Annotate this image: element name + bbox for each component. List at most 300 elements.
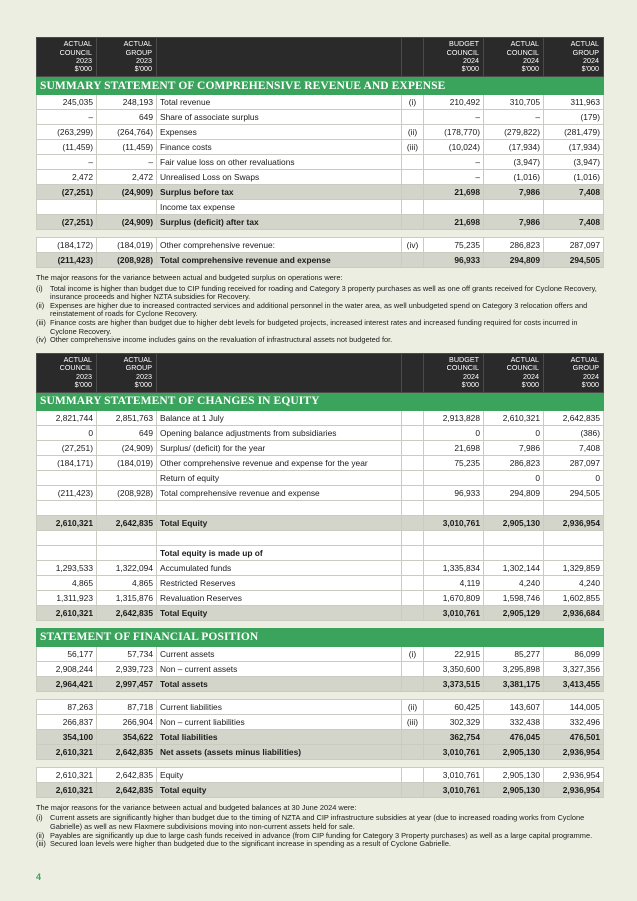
actual-group-2024-cell: (3,947) (544, 155, 604, 170)
table-row (37, 425, 604, 440)
actual-group-2024-cell (544, 500, 604, 515)
budget-council-2024-cell (424, 500, 484, 515)
note-ref (402, 661, 424, 676)
actual-council-2023-cell: 2,610,321 (37, 744, 97, 759)
table-row (37, 661, 604, 676)
actual-group-2024-cell: 2,936,954 (544, 767, 604, 782)
table-row (37, 253, 604, 268)
actual-group-2024-cell: 4,240 (544, 575, 604, 590)
note-ref (402, 485, 424, 500)
note-ref (402, 530, 424, 545)
actual-group-2024-cell: (281,479) (544, 125, 604, 140)
actual-group-2023-cell: 87,718 (97, 699, 157, 714)
row-label: Total Equity (157, 605, 402, 620)
budget-council-2024-cell: 21,698 (424, 215, 484, 230)
actual-group-2023-cell: (208,928) (97, 253, 157, 268)
actual-council-2024-cell: 3,381,175 (484, 676, 544, 691)
actual-group-2023-cell: 649 (97, 425, 157, 440)
actual-council-2023-cell: 0 (37, 425, 97, 440)
table-row (37, 95, 604, 110)
actual-group-2023-cell: 2,997,457 (97, 676, 157, 691)
note-ref: (iv) (402, 238, 424, 253)
actual-council-2024-cell: 85,277 (484, 646, 544, 661)
spacer (37, 691, 604, 699)
actual-council-2024-cell: 2,905,130 (484, 767, 544, 782)
note-text: Payables are significantly up due to large cash funds received in advance (from CIP funding for Category 3 Property purchases) as well as a large capital programme. (50, 830, 593, 840)
changes-in-equity-table (36, 353, 604, 621)
actual-group-2024-cell: 287,097 (544, 238, 604, 253)
actual-group-2024-cell: 2,936,684 (544, 605, 604, 620)
column-header-blank (157, 38, 402, 77)
column-header (424, 353, 484, 392)
actual-group-2023-cell: 2,642,835 (97, 605, 157, 620)
actual-group-2024-cell: (386) (544, 425, 604, 440)
table-row (37, 515, 604, 530)
actual-council-2024-cell: 294,809 (484, 253, 544, 268)
actual-group-2023-cell: (11,459) (97, 140, 157, 155)
row-label: Total equity is made up of (157, 545, 402, 560)
table-row (37, 485, 604, 500)
note-item (36, 285, 603, 302)
row-label: Total comprehensive revenue and expense (157, 253, 402, 268)
actual-group-2024-cell: 332,496 (544, 714, 604, 729)
note-ref (402, 744, 424, 759)
actual-council-2024-cell: (279,822) (484, 125, 544, 140)
table-row (37, 767, 604, 782)
note-ref (402, 545, 424, 560)
note-ref: (i) (402, 95, 424, 110)
table-row (37, 155, 604, 170)
note-ref (402, 253, 424, 268)
actual-group-2024-cell: (1,016) (544, 170, 604, 185)
actual-group-2024-cell: 1,329,859 (544, 560, 604, 575)
actual-council-2024-cell: 1,598,746 (484, 590, 544, 605)
actual-council-2023-cell: 2,610,321 (37, 515, 97, 530)
actual-group-2023-cell: (24,909) (97, 440, 157, 455)
budget-council-2024-cell: 1,335,834 (424, 560, 484, 575)
actual-council-2023-cell: 1,311,923 (37, 590, 97, 605)
budget-council-2024-cell (424, 200, 484, 215)
actual-group-2023-cell: 4,865 (97, 575, 157, 590)
spacer-row (37, 691, 604, 699)
note-ref (402, 515, 424, 530)
balance-variance-notes (36, 804, 603, 849)
row-label: Equity (157, 767, 402, 782)
actual-group-2024-cell (544, 200, 604, 215)
table-row (37, 646, 604, 661)
actual-council-2023-cell: – (37, 110, 97, 125)
actual-group-2023-cell: 248,193 (97, 95, 157, 110)
note-ref (402, 729, 424, 744)
actual-group-2023-cell (97, 470, 157, 485)
actual-council-2024-cell: 7,986 (484, 185, 544, 200)
budget-council-2024-cell: – (424, 155, 484, 170)
budget-council-2024-cell: (10,024) (424, 140, 484, 155)
column-header (424, 38, 484, 77)
table-row (37, 470, 604, 485)
actual-council-2024-cell: 476,045 (484, 729, 544, 744)
actual-council-2024-cell: 310,705 (484, 95, 544, 110)
actual-group-2024-cell: 294,505 (544, 485, 604, 500)
actual-group-2023-cell: 2,642,835 (97, 515, 157, 530)
row-label (157, 500, 402, 515)
actual-council-2023-cell: (263,299) (37, 125, 97, 140)
note-ref (402, 440, 424, 455)
budget-council-2024-cell: 4,119 (424, 575, 484, 590)
note-item (36, 302, 603, 319)
actual-group-2023-cell: 266,904 (97, 714, 157, 729)
column-header-label: ACTUAL GROUP 2024 $'000 (570, 354, 599, 390)
note-ref (402, 455, 424, 470)
row-label: Unrealised Loss on Swaps (157, 170, 402, 185)
note-ref (402, 575, 424, 590)
table-row (37, 410, 604, 425)
table-row (37, 545, 604, 560)
note-ref (402, 782, 424, 797)
note-text: Current assets are significantly higher than budget due to the timing of NZTA and CIP infrastructure subsidies at year (due to increased roading works from Cyclone Gabrielle) as well as new Flaxmere subdivisions moving into non-current assets held for sale. (50, 813, 585, 831)
budget-council-2024-cell: 22,915 (424, 646, 484, 661)
row-label: Net assets (assets minus liabilities) (157, 744, 402, 759)
budget-council-2024-cell: 3,010,761 (424, 767, 484, 782)
actual-group-2024-cell: 144,005 (544, 699, 604, 714)
actual-council-2023-cell: (11,459) (37, 140, 97, 155)
budget-council-2024-cell: 3,373,515 (424, 676, 484, 691)
table-row (37, 200, 604, 215)
note-ref (402, 676, 424, 691)
actual-group-2023-cell: (184,019) (97, 455, 157, 470)
budget-council-2024-cell (424, 530, 484, 545)
actual-council-2024-cell: 143,607 (484, 699, 544, 714)
actual-council-2024-cell: 7,986 (484, 215, 544, 230)
budget-council-2024-cell: 21,698 (424, 440, 484, 455)
note-key: (ii) (36, 300, 45, 310)
budget-council-2024-cell: 60,425 (424, 699, 484, 714)
actual-council-2023-cell: (27,251) (37, 440, 97, 455)
notes-intro: The major reasons for the variance between actual and budgeted surplus on operations were: (36, 273, 343, 282)
row-label: Total comprehensive revenue and expense (157, 485, 402, 500)
table-row (37, 560, 604, 575)
revenue-variance-notes (36, 274, 603, 345)
budget-council-2024-cell: – (424, 110, 484, 125)
actual-group-2024-cell: 2,642,835 (544, 410, 604, 425)
budget-council-2024-cell: 1,670,809 (424, 590, 484, 605)
actual-council-2023-cell: 2,821,744 (37, 410, 97, 425)
actual-group-2023-cell: (184,019) (97, 238, 157, 253)
actual-group-2024-cell: 294,505 (544, 253, 604, 268)
actual-group-2023-cell (97, 530, 157, 545)
budget-council-2024-cell: 96,933 (424, 485, 484, 500)
actual-group-2023-cell (97, 200, 157, 215)
actual-council-2024-cell (484, 530, 544, 545)
budget-council-2024-cell: 3,350,600 (424, 661, 484, 676)
actual-group-2024-cell: 7,408 (544, 440, 604, 455)
row-label: Non – current liabilities (157, 714, 402, 729)
budget-council-2024-cell: 3,010,761 (424, 744, 484, 759)
table-row (37, 605, 604, 620)
section-title-row (37, 392, 604, 410)
actual-group-2024-cell: 2,936,954 (544, 744, 604, 759)
note-key: (iv) (36, 335, 47, 345)
table-row (37, 455, 604, 470)
row-label: Share of associate surplus (157, 110, 402, 125)
actual-group-2024-cell: 86,099 (544, 646, 604, 661)
actual-council-2023-cell: 56,177 (37, 646, 97, 661)
row-label (157, 530, 402, 545)
column-header-label: ACTUAL GROUP 2023 $'000 (123, 354, 152, 390)
actual-council-2024-cell: 1,302,144 (484, 560, 544, 575)
note-ref: (iii) (402, 714, 424, 729)
table-row (37, 440, 604, 455)
note-ref (402, 410, 424, 425)
actual-group-2024-cell: 311,963 (544, 95, 604, 110)
budget-council-2024-cell (424, 470, 484, 485)
note-ref (402, 500, 424, 515)
actual-group-2024-cell: 287,097 (544, 455, 604, 470)
spacer-row (37, 230, 604, 238)
actual-council-2023-cell: 354,100 (37, 729, 97, 744)
note-ref (402, 215, 424, 230)
section-title: STATEMENT OF FINANCIAL POSITION (37, 628, 604, 646)
actual-group-2023-cell: 2,642,835 (97, 767, 157, 782)
notes-intro: The major reasons for the variance between actual and budgeted balances at 30 June 2024 were: (36, 802, 357, 812)
section-title-row (37, 77, 604, 95)
table-row (37, 215, 604, 230)
column-header (484, 38, 544, 77)
note-ref (402, 200, 424, 215)
column-header (484, 353, 544, 392)
actual-council-2023-cell (37, 500, 97, 515)
actual-council-2023-cell: 2,908,244 (37, 661, 97, 676)
table-row (37, 699, 604, 714)
note-ref (402, 590, 424, 605)
actual-council-2023-cell: 4,865 (37, 575, 97, 590)
row-label: Opening balance adjustments from subsidiaries (157, 425, 402, 440)
table-row (37, 744, 604, 759)
note-item (36, 336, 603, 345)
row-label: Return of equity (157, 470, 402, 485)
row-label: Current liabilities (157, 699, 402, 714)
row-label: Revaluation Reserves (157, 590, 402, 605)
column-header-blank (402, 38, 424, 77)
row-label: Total liabilities (157, 729, 402, 744)
table-row (37, 185, 604, 200)
note-ref: (i) (402, 646, 424, 661)
table-row (37, 110, 604, 125)
actual-council-2024-cell: (1,016) (484, 170, 544, 185)
note-key: (i) (36, 283, 43, 293)
column-header (97, 38, 157, 77)
actual-group-2023-cell: (24,909) (97, 185, 157, 200)
column-header-label: ACTUAL GROUP 2024 $'000 (570, 39, 599, 74)
row-label: Accumulated funds (157, 560, 402, 575)
table-row (37, 590, 604, 605)
budget-council-2024-cell: 75,235 (424, 238, 484, 253)
note-ref (402, 425, 424, 440)
column-header-row (37, 353, 604, 392)
actual-council-2023-cell: 2,610,321 (37, 605, 97, 620)
row-label: Total assets (157, 676, 402, 691)
row-label: Total equity (157, 782, 402, 797)
table-row (37, 676, 604, 691)
column-header-label: ACTUAL COUNCIL 2023 $'000 (59, 354, 92, 390)
actual-group-2023-cell (97, 545, 157, 560)
actual-council-2023-cell: 2,610,321 (37, 767, 97, 782)
actual-group-2024-cell (544, 545, 604, 560)
actual-council-2024-cell: 2,905,129 (484, 605, 544, 620)
actual-group-2024-cell: 2,936,954 (544, 782, 604, 797)
note-ref: (ii) (402, 125, 424, 140)
note-ref (402, 560, 424, 575)
table-row (37, 729, 604, 744)
actual-council-2024-cell: 294,809 (484, 485, 544, 500)
budget-council-2024-cell: 21,698 (424, 185, 484, 200)
budget-council-2024-cell: 0 (424, 425, 484, 440)
table-row (37, 140, 604, 155)
table-row (37, 782, 604, 797)
row-label: Expenses (157, 125, 402, 140)
row-label: Total Equity (157, 515, 402, 530)
actual-council-2024-cell: 0 (484, 470, 544, 485)
table-row (37, 714, 604, 729)
actual-council-2024-cell: 2,905,130 (484, 515, 544, 530)
table-row (37, 530, 604, 545)
row-label: Surplus before tax (157, 185, 402, 200)
note-item (36, 814, 603, 831)
column-header (97, 353, 157, 392)
table-row (37, 500, 604, 515)
note-ref (402, 767, 424, 782)
column-header (37, 38, 97, 77)
row-label: Balance at 1 July (157, 410, 402, 425)
actual-group-2023-cell: 2,472 (97, 170, 157, 185)
column-header (544, 353, 604, 392)
budget-council-2024-cell: 3,010,761 (424, 605, 484, 620)
spacer (37, 230, 604, 238)
budget-council-2024-cell: (178,770) (424, 125, 484, 140)
column-header-blank (157, 353, 402, 392)
actual-council-2024-cell: (17,934) (484, 140, 544, 155)
actual-group-2024-cell (544, 530, 604, 545)
actual-council-2024-cell: – (484, 110, 544, 125)
actual-council-2023-cell: 87,263 (37, 699, 97, 714)
column-header-label: ACTUAL COUNCIL 2024 $'000 (506, 39, 539, 74)
row-label: Surplus (deficit) after tax (157, 215, 402, 230)
actual-group-2023-cell: 649 (97, 110, 157, 125)
actual-council-2024-cell: 2,610,321 (484, 410, 544, 425)
column-header-label: BUDGET COUNCIL 2024 $'000 (446, 39, 479, 74)
actual-council-2024-cell: 3,295,898 (484, 661, 544, 676)
budget-council-2024-cell: 3,010,761 (424, 515, 484, 530)
column-header-label: ACTUAL GROUP 2023 $'000 (123, 39, 152, 74)
table-row (37, 170, 604, 185)
actual-group-2023-cell: 354,622 (97, 729, 157, 744)
actual-council-2024-cell: 286,823 (484, 238, 544, 253)
actual-council-2023-cell: 266,837 (37, 714, 97, 729)
note-ref (402, 170, 424, 185)
actual-group-2023-cell: 57,734 (97, 646, 157, 661)
actual-group-2023-cell: (264,764) (97, 125, 157, 140)
section-title-row (37, 628, 604, 646)
actual-group-2024-cell: 1,602,855 (544, 590, 604, 605)
spacer-row (37, 759, 604, 767)
table-row (37, 575, 604, 590)
row-label: Other comprehensive revenue and expense for the year (157, 455, 402, 470)
actual-group-2024-cell: 7,408 (544, 215, 604, 230)
note-text: Expenses are higher due to increased contracted services and additional personnel in the water area, as well unbudgeted spend on Category 3 relocation offers and reinstatement of roads for Cyclone Recovery. (50, 300, 588, 319)
actual-council-2023-cell (37, 200, 97, 215)
note-ref (402, 110, 424, 125)
actual-council-2023-cell: (27,251) (37, 185, 97, 200)
comprehensive-revenue-table (36, 37, 604, 268)
table-row (37, 238, 604, 253)
actual-group-2023-cell: 1,315,876 (97, 590, 157, 605)
page-number: 4 (36, 872, 42, 882)
row-label: Income tax expense (157, 200, 402, 215)
actual-council-2023-cell (37, 545, 97, 560)
actual-council-2024-cell: 2,905,130 (484, 744, 544, 759)
note-text: Total income is higher than budget due to CIP funding received for roading and Category 3 property purchases as well as one off grants received for Cyclone Recovery, insurance proceeds and higher NZTA subsidies for Recovery. (50, 283, 597, 302)
row-label: Current assets (157, 646, 402, 661)
note-text: Other comprehensive income includes gains on the revaluation of infrastructural assets not budgeted for. (50, 335, 393, 345)
actual-council-2024-cell: 332,438 (484, 714, 544, 729)
note-key: (i) (36, 813, 43, 823)
actual-council-2024-cell: 7,986 (484, 440, 544, 455)
actual-group-2024-cell: (17,934) (544, 140, 604, 155)
actual-group-2024-cell: 0 (544, 470, 604, 485)
actual-group-2023-cell: 2,851,763 (97, 410, 157, 425)
budget-council-2024-cell: 210,492 (424, 95, 484, 110)
note-item (36, 840, 603, 849)
actual-group-2023-cell: 1,322,094 (97, 560, 157, 575)
actual-council-2023-cell: (184,172) (37, 238, 97, 253)
column-header-blank (402, 353, 424, 392)
actual-council-2024-cell: 2,905,130 (484, 782, 544, 797)
column-header-label: ACTUAL COUNCIL 2024 $'000 (506, 354, 539, 390)
budget-council-2024-cell: 302,329 (424, 714, 484, 729)
actual-council-2023-cell: (27,251) (37, 215, 97, 230)
actual-council-2023-cell (37, 530, 97, 545)
actual-council-2023-cell: 1,293,533 (37, 560, 97, 575)
note-ref: (iii) (402, 140, 424, 155)
actual-council-2023-cell: 2,472 (37, 170, 97, 185)
note-ref: (ii) (402, 699, 424, 714)
budget-council-2024-cell (424, 545, 484, 560)
actual-group-2024-cell: 3,413,455 (544, 676, 604, 691)
note-ref (402, 185, 424, 200)
row-label: Restricted Reserves (157, 575, 402, 590)
actual-group-2024-cell: 2,936,954 (544, 515, 604, 530)
table-row (37, 125, 604, 140)
note-ref (402, 605, 424, 620)
actual-group-2023-cell: 2,642,835 (97, 744, 157, 759)
section-title: SUMMARY STATEMENT OF COMPREHENSIVE REVENUE AND EXPENSE (37, 77, 604, 95)
budget-council-2024-cell: 362,754 (424, 729, 484, 744)
actual-council-2024-cell: 4,240 (484, 575, 544, 590)
section-title: SUMMARY STATEMENT OF CHANGES IN EQUITY (37, 392, 604, 410)
budget-council-2024-cell: – (424, 170, 484, 185)
column-header-label: ACTUAL COUNCIL 2023 $'000 (59, 39, 92, 74)
actual-council-2024-cell (484, 545, 544, 560)
actual-group-2024-cell: (179) (544, 110, 604, 125)
actual-council-2023-cell: (184,171) (37, 455, 97, 470)
actual-council-2023-cell: 2,964,421 (37, 676, 97, 691)
note-ref (402, 155, 424, 170)
actual-group-2023-cell (97, 500, 157, 515)
actual-council-2023-cell: (211,423) (37, 253, 97, 268)
actual-council-2023-cell: (211,423) (37, 485, 97, 500)
note-text: Finance costs are higher than budget due to higher debt levels for budgeted projects, increased interest rates and increased funding required for costs incurred in Cyclone Recovery. (50, 317, 578, 336)
actual-group-2023-cell: 2,939,723 (97, 661, 157, 676)
